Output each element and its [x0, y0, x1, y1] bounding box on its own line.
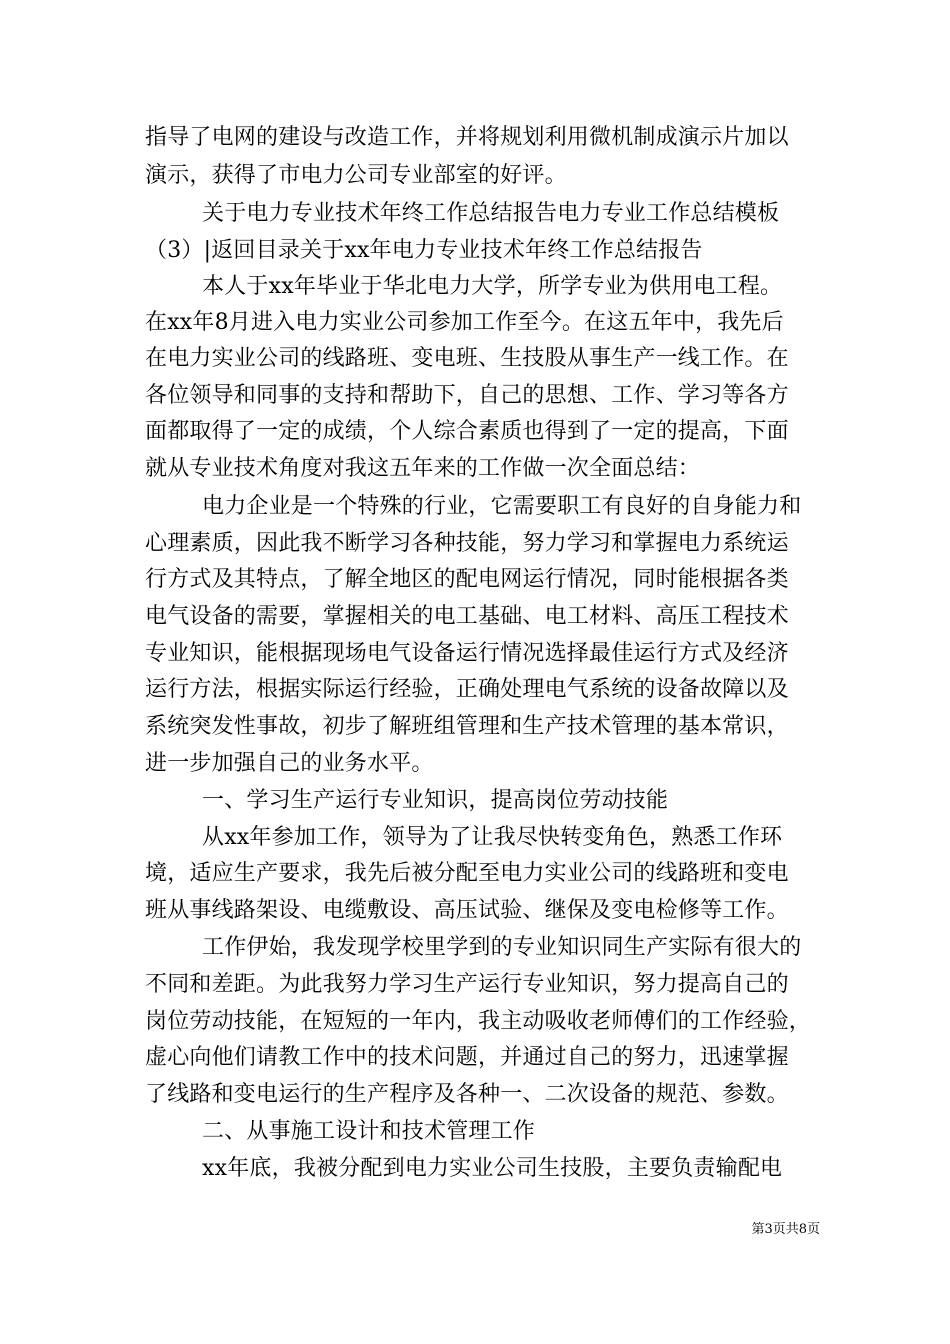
text-line: 心理素质，因此我不断学习各种技能，努力学习和掌握电力系统运 [145, 531, 789, 556]
text-line: 各位领导和同事的支持和帮助下，自己的思想、工作、学习等各方 [145, 383, 789, 408]
text-line: 就从专业技术角度对我这五年来的工作做一次全面总结： [145, 456, 701, 481]
link-heading[interactable]: 关于电力专业技术年终工作总结报告电力专业工作总结模板 [202, 201, 780, 226]
link-back-to-toc[interactable]: （3）|返回目录关于xx年电力专业技术年终工作总结报告 [145, 238, 703, 263]
text-line: xx年底，我被分配到电力实业公司生技股，主要负责输配电 [202, 1156, 783, 1181]
text-line: 工作伊始，我发现学校里学到的专业知识同生产实际有很大的 [202, 935, 802, 960]
text-line: 岗位劳动技能，在短短的一年内，我主动吸收老师傅们的工作经验， [145, 1009, 812, 1034]
text-line: 电力企业是一个特殊的行业，它需要职工有良好的自身能力和 [202, 494, 802, 519]
text-line: 班从事线路架设、电缆敷设、高压试验、继保及变电检修等工作。 [145, 898, 789, 923]
text-line: 指导了电网的建设与改造工作，并将规划利用微机制成演示片加以 [145, 125, 789, 150]
text-line: 从xx年参加工作，领导为了让我尽快转变角色，熟悉工作环 [202, 825, 783, 850]
text-line: 在电力实业公司的线路班、变电班、生技股从事生产一线工作。在 [145, 346, 789, 371]
page-number: 第3页共8页 [751, 1222, 820, 1237]
text-line: 行方式及其特点，了解全地区的配电网运行情况，同时能根据各类 [145, 567, 789, 592]
text-line: 面都取得了一定的成绩，个人综合素质也得到了一定的提高，下面 [145, 419, 789, 444]
text-line: 在xx年8月进入电力实业公司参加工作至今。在这五年中，我先后 [145, 310, 784, 335]
text-line: 演示，获得了市电力公司专业部室的好评。 [145, 163, 567, 188]
text-line: 了线路和变电运行的生产程序及各种一、二次设备的规范、参数。 [145, 1082, 789, 1107]
text-line: 专业知识，能根据现场电气设备运行情况选择最佳运行方式及经济 [145, 641, 789, 666]
section-heading: 一、学习生产运行专业知识，提高岗位劳动技能 [202, 788, 669, 813]
text-line: 本人于xx年毕业于华北电力大学，所学专业为供用电工程。 [202, 274, 783, 299]
text-line: 进一步加强自己的业务水平。 [145, 751, 434, 776]
text-line: 运行方法，根据实际运行经验，正确处理电气系统的设备故障以及 [145, 677, 789, 702]
text-line: 境，适应生产要求，我先后被分配至电力实业公司的线路班和变电 [145, 861, 789, 886]
text-line: 虚心向他们请教工作中的技术问题，并通过自己的努力，迅速掌握 [145, 1045, 789, 1070]
section-heading: 二、从事施工设计和技术管理工作 [202, 1119, 536, 1144]
text-line: 不同和差距。为此我努力学习生产运行专业知识，努力提高自己的 [145, 972, 789, 997]
text-line: 电气设备的需要，掌握相关的电工基础、电工材料、高压工程技术 [145, 604, 789, 629]
text-line: 系统突发性事故，初步了解班组管理和生产技术管理的基本常识， [145, 714, 789, 739]
